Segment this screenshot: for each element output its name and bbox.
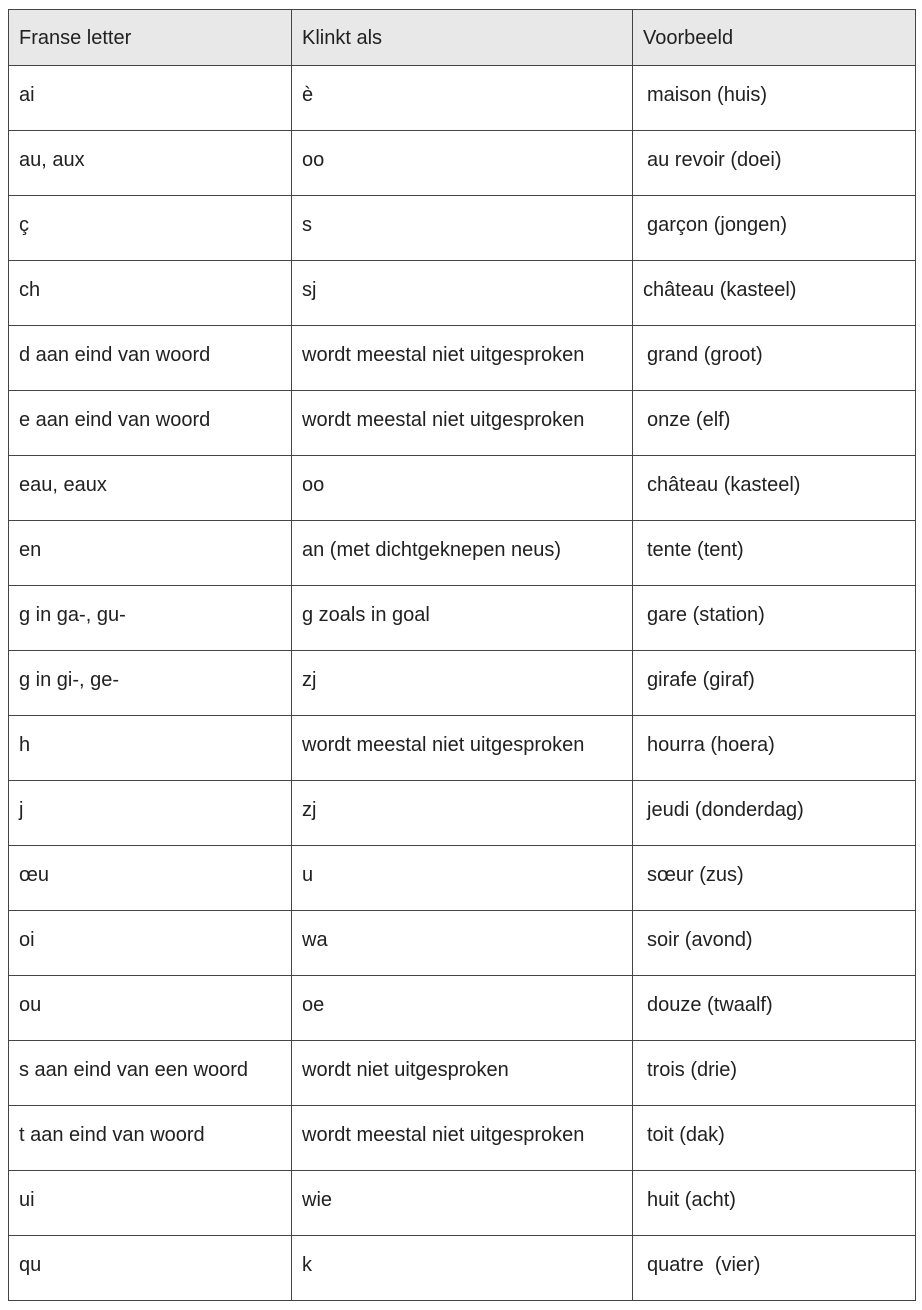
cell-french-letter: en: [9, 521, 292, 586]
cell-sounds-like: wordt meestal niet uitgesproken: [292, 326, 633, 391]
cell-example: grand (groot): [633, 326, 916, 391]
cell-example: château (kasteel): [633, 456, 916, 521]
pronunciation-table: [8, 9, 916, 1301]
cell-example: château (kasteel): [633, 261, 916, 326]
cell-french-letter: ai: [9, 66, 292, 131]
cell-example: huit (acht): [633, 1171, 916, 1236]
table-body: [9, 66, 916, 1301]
header-example: Voorbeeld: [633, 10, 916, 66]
table-row: [9, 716, 916, 781]
table-row: [9, 651, 916, 716]
cell-sounds-like: sj: [292, 261, 633, 326]
cell-sounds-like: è: [292, 66, 633, 131]
cell-sounds-like: g zoals in goal: [292, 586, 633, 651]
table-row: [9, 261, 916, 326]
cell-example: douze (twaalf): [633, 976, 916, 1041]
cell-sounds-like: zj: [292, 651, 633, 716]
cell-french-letter: ou: [9, 976, 292, 1041]
cell-sounds-like: oo: [292, 456, 633, 521]
cell-sounds-like: wie: [292, 1171, 633, 1236]
cell-sounds-like: an (met dichtgeknepen neus): [292, 521, 633, 586]
cell-french-letter: g in gi-, ge-: [9, 651, 292, 716]
cell-example: onze (elf): [633, 391, 916, 456]
cell-sounds-like: oe: [292, 976, 633, 1041]
cell-french-letter: g in ga-, gu-: [9, 586, 292, 651]
cell-french-letter: e aan eind van woord: [9, 391, 292, 456]
cell-sounds-like: k: [292, 1236, 633, 1301]
table-row: [9, 196, 916, 261]
table-row: [9, 976, 916, 1041]
cell-sounds-like: s: [292, 196, 633, 261]
table-row: [9, 66, 916, 131]
cell-french-letter: h: [9, 716, 292, 781]
table-row: [9, 391, 916, 456]
cell-sounds-like: wordt meestal niet uitgesproken: [292, 391, 633, 456]
cell-french-letter: eau, eaux: [9, 456, 292, 521]
table-row: [9, 326, 916, 391]
cell-french-letter: j: [9, 781, 292, 846]
table-row: [9, 1171, 916, 1236]
cell-french-letter: s aan eind van een woord: [9, 1041, 292, 1106]
cell-french-letter: d aan eind van woord: [9, 326, 292, 391]
header-row: [9, 10, 916, 66]
cell-example: jeudi (donderdag): [633, 781, 916, 846]
cell-example: garçon (jongen): [633, 196, 916, 261]
cell-sounds-like: wa: [292, 911, 633, 976]
cell-example: toit (dak): [633, 1106, 916, 1171]
table-row: [9, 456, 916, 521]
cell-example: hourra (hoera): [633, 716, 916, 781]
cell-french-letter: ç: [9, 196, 292, 261]
cell-example: gare (station): [633, 586, 916, 651]
table-header: [9, 10, 916, 66]
cell-sounds-like: oo: [292, 131, 633, 196]
cell-sounds-like: wordt niet uitgesproken: [292, 1041, 633, 1106]
cell-sounds-like: wordt meestal niet uitgesproken: [292, 1106, 633, 1171]
cell-french-letter: ui: [9, 1171, 292, 1236]
cell-example: girafe (giraf): [633, 651, 916, 716]
cell-sounds-like: wordt meestal niet uitgesproken: [292, 716, 633, 781]
table-row: [9, 781, 916, 846]
table-row: [9, 521, 916, 586]
table-row: [9, 1236, 916, 1301]
header-sounds-like: Klinkt als: [292, 10, 633, 66]
header-french-letter: Franse letter: [9, 10, 292, 66]
table-row: [9, 1106, 916, 1171]
cell-french-letter: au, aux: [9, 131, 292, 196]
cell-sounds-like: u: [292, 846, 633, 911]
table-row: [9, 131, 916, 196]
cell-example: sœur (zus): [633, 846, 916, 911]
cell-example: quatre (vier): [633, 1236, 916, 1301]
cell-example: trois (drie): [633, 1041, 916, 1106]
table-row: [9, 846, 916, 911]
table-row: [9, 911, 916, 976]
cell-example: soir (avond): [633, 911, 916, 976]
table-row: [9, 1041, 916, 1106]
cell-french-letter: t aan eind van woord: [9, 1106, 292, 1171]
cell-example: maison (huis): [633, 66, 916, 131]
cell-french-letter: ch: [9, 261, 292, 326]
cell-french-letter: œu: [9, 846, 292, 911]
cell-sounds-like: zj: [292, 781, 633, 846]
table-row: [9, 586, 916, 651]
cell-french-letter: qu: [9, 1236, 292, 1301]
cell-example: au revoir (doei): [633, 131, 916, 196]
cell-french-letter: oi: [9, 911, 292, 976]
cell-example: tente (tent): [633, 521, 916, 586]
